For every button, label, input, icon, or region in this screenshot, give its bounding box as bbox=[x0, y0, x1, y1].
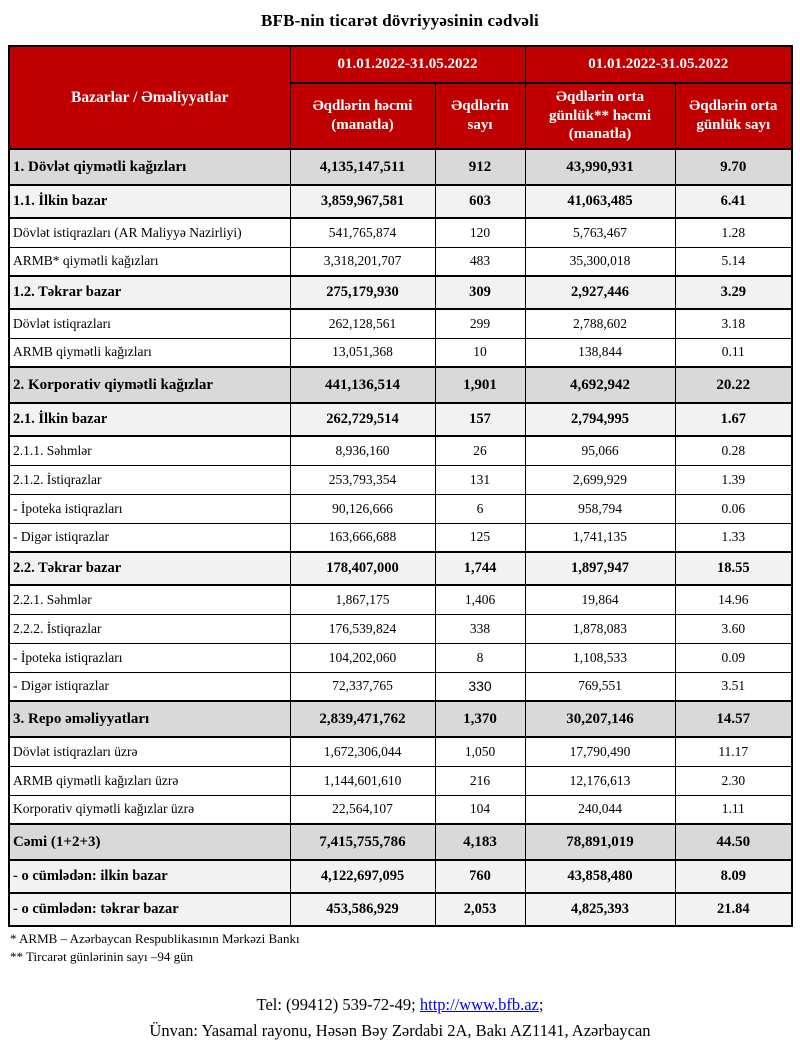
cell-avg-count: 9.70 bbox=[675, 149, 792, 185]
cell-avg-volume: 1,897,947 bbox=[525, 552, 675, 585]
column-header-volume: Əqdlərin həcmi (manatla) bbox=[290, 83, 435, 149]
cell-avg-count: 0.06 bbox=[675, 494, 792, 523]
cell-volume: 8,936,160 bbox=[290, 436, 435, 465]
cell-avg-volume: 1,741,135 bbox=[525, 523, 675, 552]
cell-volume: 262,729,514 bbox=[290, 403, 435, 436]
cell-avg-count: 14.96 bbox=[675, 585, 792, 614]
table-row bbox=[9, 795, 792, 824]
period-header-row bbox=[9, 46, 792, 83]
cell-volume: 7,415,755,786 bbox=[290, 824, 435, 860]
cell-volume: 453,586,929 bbox=[290, 893, 435, 926]
table-body bbox=[9, 149, 792, 926]
table-row bbox=[9, 893, 792, 926]
cell-avg-count: 1.28 bbox=[675, 218, 792, 247]
cell-avg-count: 0.11 bbox=[675, 338, 792, 367]
cell-volume: 72,337,765 bbox=[290, 672, 435, 701]
cell-avg-volume: 5,763,467 bbox=[525, 218, 675, 247]
table-row bbox=[9, 672, 792, 701]
cell-avg-volume: 78,891,019 bbox=[525, 824, 675, 860]
cell-volume: 2,839,471,762 bbox=[290, 701, 435, 737]
cell-avg-volume: 4,825,393 bbox=[525, 893, 675, 926]
cell-count: 1,370 bbox=[435, 701, 525, 737]
table-row bbox=[9, 766, 792, 795]
table-row bbox=[9, 737, 792, 766]
cell-avg-count: 0.28 bbox=[675, 436, 792, 465]
table-row bbox=[9, 465, 792, 494]
cell-avg-count: 1.67 bbox=[675, 403, 792, 436]
cell-volume: 1,672,306,044 bbox=[290, 737, 435, 766]
footnotes bbox=[10, 930, 800, 966]
cell-avg-count: 18.55 bbox=[675, 552, 792, 585]
cell-volume: 541,765,874 bbox=[290, 218, 435, 247]
cell-label: 1. Dövlət qiymətli kağızları bbox=[9, 149, 290, 185]
cell-volume: 104,202,060 bbox=[290, 643, 435, 672]
table-row bbox=[9, 276, 792, 309]
cell-avg-volume: 35,300,018 bbox=[525, 247, 675, 276]
cell-label: - Digər istiqrazlar bbox=[9, 672, 290, 701]
table-row bbox=[9, 436, 792, 465]
table-row bbox=[9, 523, 792, 552]
website-link[interactable]: http://www.bfb.az bbox=[419, 995, 539, 1014]
cell-avg-count: 3.18 bbox=[675, 309, 792, 338]
contact-block bbox=[0, 992, 800, 1043]
footnote-trading-days: ** Tircarət günlərinin sayı –94 gün bbox=[10, 949, 194, 965]
cell-avg-volume: 958,794 bbox=[525, 494, 675, 523]
cell-avg-count: 21.84 bbox=[675, 893, 792, 926]
column-header-avg-daily-count: Əqdlərin orta günlük sayı bbox=[675, 83, 792, 149]
cell-count: 483 bbox=[435, 247, 525, 276]
cell-volume: 176,539,824 bbox=[290, 614, 435, 643]
cell-avg-count: 1.33 bbox=[675, 523, 792, 552]
contact-address-line: Ünvan: Yasamal rayonu, Həsən Bəy Zərdabi 2A, Bakı AZ1141, Azərbaycan bbox=[149, 1020, 651, 1040]
cell-avg-volume: 2,927,446 bbox=[525, 276, 675, 309]
cell-count: 309 bbox=[435, 276, 525, 309]
cell-avg-count: 20.22 bbox=[675, 367, 792, 403]
cell-label: 1.2. Təkrar bazar bbox=[9, 276, 290, 309]
cell-count: 1,050 bbox=[435, 737, 525, 766]
column-header-avg-daily-volume: Əqdlərin orta günlük** həcmi (manatla) bbox=[525, 83, 675, 149]
cell-count: 26 bbox=[435, 436, 525, 465]
cell-volume: 262,128,561 bbox=[290, 309, 435, 338]
cell-avg-count: 1.11 bbox=[675, 795, 792, 824]
cell-volume: 13,051,368 bbox=[290, 338, 435, 367]
cell-avg-count: 5.14 bbox=[675, 247, 792, 276]
cell-avg-volume: 2,788,602 bbox=[525, 309, 675, 338]
cell-label: 2.1.1. Səhmlər bbox=[9, 436, 290, 465]
cell-label: ARMB qiymətli kağızları üzrə bbox=[9, 766, 290, 795]
period-header-2: 01.01.2022-31.05.2022 bbox=[525, 46, 792, 83]
cell-volume: 1,144,601,610 bbox=[290, 766, 435, 795]
cell-label: ARMB qiymətli kağızları bbox=[9, 338, 290, 367]
cell-label: Cəmi (1+2+3) bbox=[9, 824, 290, 860]
cell-avg-volume: 41,063,485 bbox=[525, 185, 675, 218]
cell-label: Dövlət istiqrazları (AR Maliyyə Nazirliyi) bbox=[9, 218, 290, 247]
cell-label: - Digər istiqrazlar bbox=[9, 523, 290, 552]
cell-volume: 275,179,930 bbox=[290, 276, 435, 309]
cell-avg-volume: 19,864 bbox=[525, 585, 675, 614]
table-header bbox=[9, 46, 792, 149]
cell-volume: 3,859,967,581 bbox=[290, 185, 435, 218]
cell-volume: 4,122,697,095 bbox=[290, 860, 435, 893]
cell-avg-volume: 43,990,931 bbox=[525, 149, 675, 185]
table-row bbox=[9, 309, 792, 338]
table-row bbox=[9, 614, 792, 643]
tel-text: Tel: (99412) 539-72-49; bbox=[256, 995, 420, 1014]
tel-line-suffix: ; bbox=[538, 995, 544, 1014]
cell-count: 4,183 bbox=[435, 824, 525, 860]
cell-count: 299 bbox=[435, 309, 525, 338]
trading-turnover-table bbox=[8, 45, 793, 927]
cell-label: 2.2.1. Səhmlər bbox=[9, 585, 290, 614]
table-row bbox=[9, 585, 792, 614]
cell-count: 125 bbox=[435, 523, 525, 552]
cell-label: Korporativ qiymətli kağızlar üzrə bbox=[9, 795, 290, 824]
cell-avg-volume: 95,066 bbox=[525, 436, 675, 465]
cell-avg-volume: 1,878,083 bbox=[525, 614, 675, 643]
cell-label: - İpoteka istiqrazları bbox=[9, 643, 290, 672]
contact-tel-line bbox=[0, 992, 800, 1018]
table-row bbox=[9, 860, 792, 893]
cell-count: 6 bbox=[435, 494, 525, 523]
cell-label: 2. Korporativ qiymətli kağızlar bbox=[9, 367, 290, 403]
cell-avg-volume: 1,108,533 bbox=[525, 643, 675, 672]
table-row bbox=[9, 403, 792, 436]
cell-volume: 441,136,514 bbox=[290, 367, 435, 403]
cell-label: 2.1.2. İstiqrazlar bbox=[9, 465, 290, 494]
table-row bbox=[9, 552, 792, 585]
page-title: BFB-nin ticarət dövriyyəsinin cədvəli bbox=[261, 11, 539, 30]
cell-count: 1,744 bbox=[435, 552, 525, 585]
cell-label: Dövlət istiqrazları bbox=[9, 309, 290, 338]
cell-avg-count: 6.41 bbox=[675, 185, 792, 218]
period-header-1: 01.01.2022-31.05.2022 bbox=[290, 46, 525, 83]
cell-count: 603 bbox=[435, 185, 525, 218]
cell-volume: 178,407,000 bbox=[290, 552, 435, 585]
table-row bbox=[9, 218, 792, 247]
cell-count: 760 bbox=[435, 860, 525, 893]
cell-avg-count: 11.17 bbox=[675, 737, 792, 766]
cell-avg-count: 8.09 bbox=[675, 860, 792, 893]
cell-count: 8 bbox=[435, 643, 525, 672]
footnote-armb: * ARMB – Azərbaycan Respublikasının Mərkəzi Bankı bbox=[10, 931, 300, 946]
cell-avg-volume: 30,207,146 bbox=[525, 701, 675, 737]
table-row bbox=[9, 824, 792, 860]
cell-avg-volume: 43,858,480 bbox=[525, 860, 675, 893]
cell-label: Dövlət istiqrazları üzrə bbox=[9, 737, 290, 766]
cell-label: - İpoteka istiqrazları bbox=[9, 494, 290, 523]
cell-label: 2.2. Təkrar bazar bbox=[9, 552, 290, 585]
table-row bbox=[9, 149, 792, 185]
cell-label: 2.2.2. İstiqrazlar bbox=[9, 614, 290, 643]
cell-label: 3. Repo əməliyyatları bbox=[9, 701, 290, 737]
cell-avg-count: 0.09 bbox=[675, 643, 792, 672]
cell-count: 104 bbox=[435, 795, 525, 824]
cell-count: 330 bbox=[435, 672, 525, 701]
cell-avg-count: 3.29 bbox=[675, 276, 792, 309]
cell-label: 2.1. İlkin bazar bbox=[9, 403, 290, 436]
cell-label: - o cümlədən: ilkin bazar bbox=[9, 860, 290, 893]
cell-avg-count: 1.39 bbox=[675, 465, 792, 494]
cell-avg-volume: 240,044 bbox=[525, 795, 675, 824]
table-row bbox=[9, 701, 792, 737]
cell-label: ARMB* qiymətli kağızları bbox=[9, 247, 290, 276]
cell-label: 1.1. İlkin bazar bbox=[9, 185, 290, 218]
cell-avg-volume: 2,794,995 bbox=[525, 403, 675, 436]
cell-label: - o cümlədən: təkrar bazar bbox=[9, 893, 290, 926]
cell-volume: 253,793,354 bbox=[290, 465, 435, 494]
cell-count: 10 bbox=[435, 338, 525, 367]
cell-volume: 22,564,107 bbox=[290, 795, 435, 824]
cell-volume: 90,126,666 bbox=[290, 494, 435, 523]
cell-count: 338 bbox=[435, 614, 525, 643]
cell-avg-count: 3.51 bbox=[675, 672, 792, 701]
cell-avg-volume: 2,699,929 bbox=[525, 465, 675, 494]
cell-volume: 4,135,147,511 bbox=[290, 149, 435, 185]
cell-avg-count: 3.60 bbox=[675, 614, 792, 643]
cell-count: 157 bbox=[435, 403, 525, 436]
table-row bbox=[9, 185, 792, 218]
table-row bbox=[9, 494, 792, 523]
cell-avg-volume: 12,176,613 bbox=[525, 766, 675, 795]
cell-count: 2,053 bbox=[435, 893, 525, 926]
cell-avg-count: 2.30 bbox=[675, 766, 792, 795]
cell-avg-volume: 138,844 bbox=[525, 338, 675, 367]
cell-volume: 3,318,201,707 bbox=[290, 247, 435, 276]
column-header-count: Əqdlərin sayı bbox=[435, 83, 525, 149]
cell-avg-volume: 4,692,942 bbox=[525, 367, 675, 403]
cell-count: 216 bbox=[435, 766, 525, 795]
cell-avg-volume: 769,551 bbox=[525, 672, 675, 701]
table-row bbox=[9, 338, 792, 367]
cell-avg-volume: 17,790,490 bbox=[525, 737, 675, 766]
cell-count: 131 bbox=[435, 465, 525, 494]
table-row bbox=[9, 247, 792, 276]
table-row bbox=[9, 643, 792, 672]
cell-count: 120 bbox=[435, 218, 525, 247]
cell-count: 1,901 bbox=[435, 367, 525, 403]
column-header-markets-operations: Bazarlar / Əməliyyatlar bbox=[9, 46, 290, 149]
cell-count: 912 bbox=[435, 149, 525, 185]
cell-avg-count: 44.50 bbox=[675, 824, 792, 860]
cell-count: 1,406 bbox=[435, 585, 525, 614]
cell-volume: 163,666,688 bbox=[290, 523, 435, 552]
cell-volume: 1,867,175 bbox=[290, 585, 435, 614]
table-row bbox=[9, 367, 792, 403]
cell-avg-count: 14.57 bbox=[675, 701, 792, 737]
